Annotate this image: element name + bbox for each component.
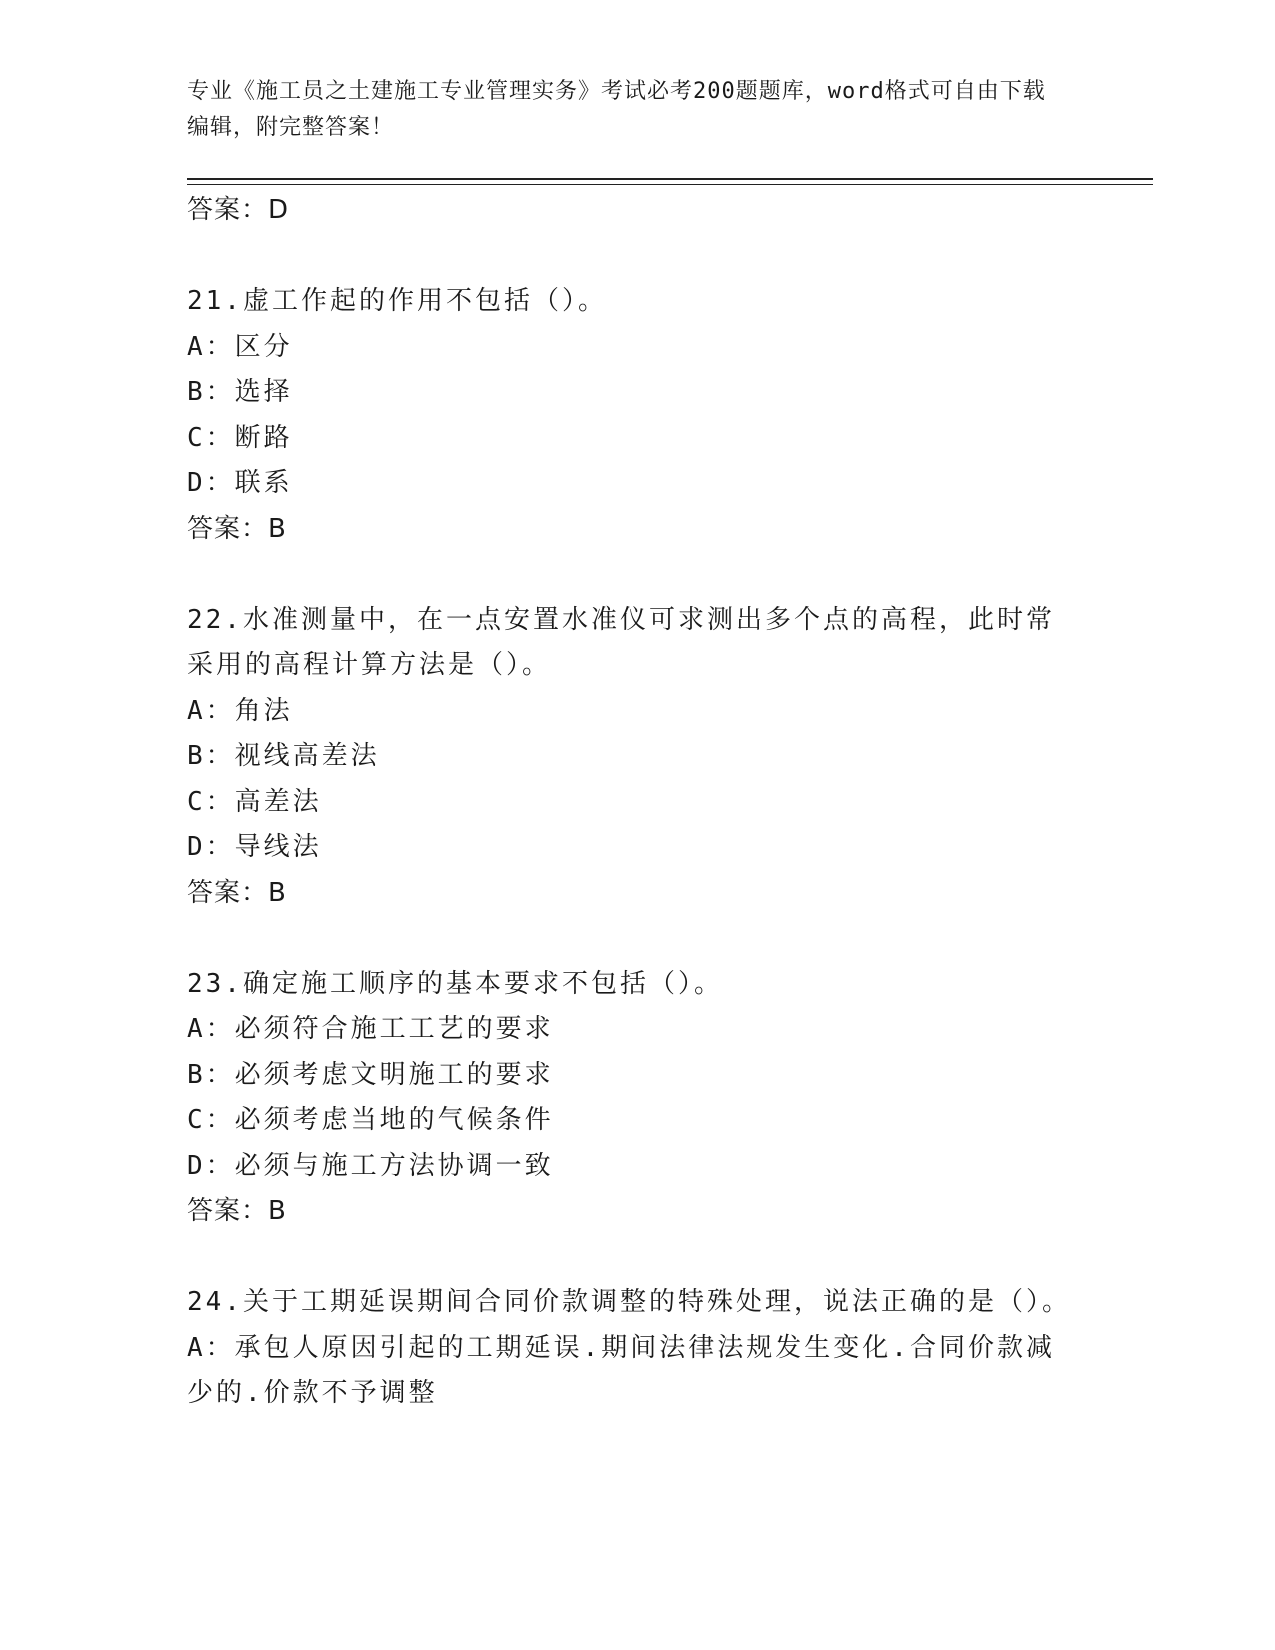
spacer: [187, 552, 1087, 598]
spacer: [187, 234, 1087, 280]
question-stem: 24.关于工期延误期间合同价款调整的特殊处理，说法正确的是（）。: [187, 1287, 1071, 1317]
option-a: A：承包人原因引起的工期延误.期间法律法规发生变化.合同价款减少的.价款不予调整: [187, 1332, 1055, 1408]
option-b: B：选择: [187, 377, 293, 407]
question-22: [187, 598, 1087, 917]
option-b: B：必须考虑文明施工的要求: [187, 1059, 554, 1090]
answer: 答案：B: [187, 877, 287, 908]
header-divider-thin: [187, 184, 1153, 185]
spacer: [187, 1235, 1087, 1281]
option-a: A：区分: [187, 331, 293, 362]
question-stem: 23.确定施工顺序的基本要求不包括（）。: [187, 968, 723, 999]
option-c: C：必须考虑当地的气候条件: [187, 1105, 554, 1135]
document-header: 专业《施工员之土建施工专业管理实务》考试必考200题题库，word格式可自由下载编辑，附完整答案！: [187, 79, 1046, 140]
question-stem: 22.水准测量中，在一点安置水准仪可求测出多个点的高程，此时常采用的高程计算方法是（）。: [187, 604, 1055, 680]
previous-answer: 答案：D: [187, 195, 290, 225]
answer: 答案：B: [187, 513, 287, 544]
option-d: D：联系: [187, 468, 293, 498]
answer: 答案：B: [187, 1196, 287, 1226]
spacer: [187, 916, 1087, 962]
option-a: A：角法: [187, 695, 293, 726]
option-a: A：必须符合施工工艺的要求: [187, 1014, 554, 1044]
option-d: D：导线法: [187, 832, 322, 862]
question-23: [187, 962, 1087, 1235]
option-b: B：视线高差法: [187, 741, 380, 771]
question-stem: 21.虚工作起的作用不包括（）。: [187, 286, 607, 316]
header-divider-thick: [187, 178, 1153, 180]
question-list: [187, 188, 1087, 1417]
question-24: [187, 1280, 1087, 1417]
option-c: C：断路: [187, 422, 293, 453]
option-d: D：必须与施工方法协调一致: [187, 1150, 554, 1181]
question-21: [187, 279, 1087, 552]
option-c: C：高差法: [187, 786, 322, 817]
